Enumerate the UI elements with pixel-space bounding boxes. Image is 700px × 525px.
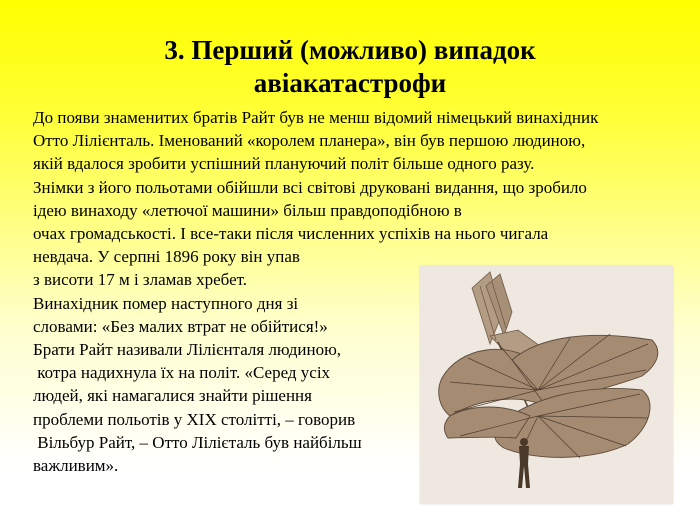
body-line: котра надихнула їх на політ. «Серед усіх	[33, 363, 331, 383]
body-line: з висоти 17 м і зламав хребет.	[33, 270, 248, 290]
body-line: словами: «Без малих втрат не обійтися!»	[33, 316, 328, 336]
body-line: невдача. У серпні 1896 року він упав	[33, 247, 300, 267]
body-line: Вільбур Райт, – Отто Лілієталь був найбільш	[33, 432, 362, 452]
slide-title-line-2: авіакатастрофи	[253, 68, 447, 98]
slide-title	[60, 34, 640, 100]
body-line: Отто Лілієнталь. Іменований «королем планера», він був першою людиною,	[33, 131, 586, 151]
slide-title-line-1: 3. Перший (можливо) випадок	[164, 35, 536, 65]
body-line: людей, які намагалися знайти рішення	[33, 386, 312, 406]
glider-illustration	[420, 266, 673, 504]
body-line: якій вдалося зробити успішний плануючий політ більше одного разу.	[33, 154, 535, 174]
body-line: Винахідник помер наступного дня зі	[33, 293, 299, 313]
body-line: Брати Райт називали Лілієнталя людиною,	[33, 340, 342, 360]
glider-photo	[420, 266, 673, 504]
body-line: проблеми польотів у XIX столітті, – говорив	[33, 409, 356, 429]
body-line: ідею винаходу «летючої машини» більш правдоподібною в	[33, 200, 462, 220]
body-line: Знімки з його польотами обійшли всі світові друковані видання, що зробило	[33, 177, 587, 197]
body-line: важливим».	[33, 456, 119, 476]
body-line: До появи знаменитих братів Райт був не менш відомий німецький винахідник	[33, 108, 599, 127]
body-line: очах громадськості. І все-таки після численних успіхів на нього чигала	[33, 224, 549, 244]
